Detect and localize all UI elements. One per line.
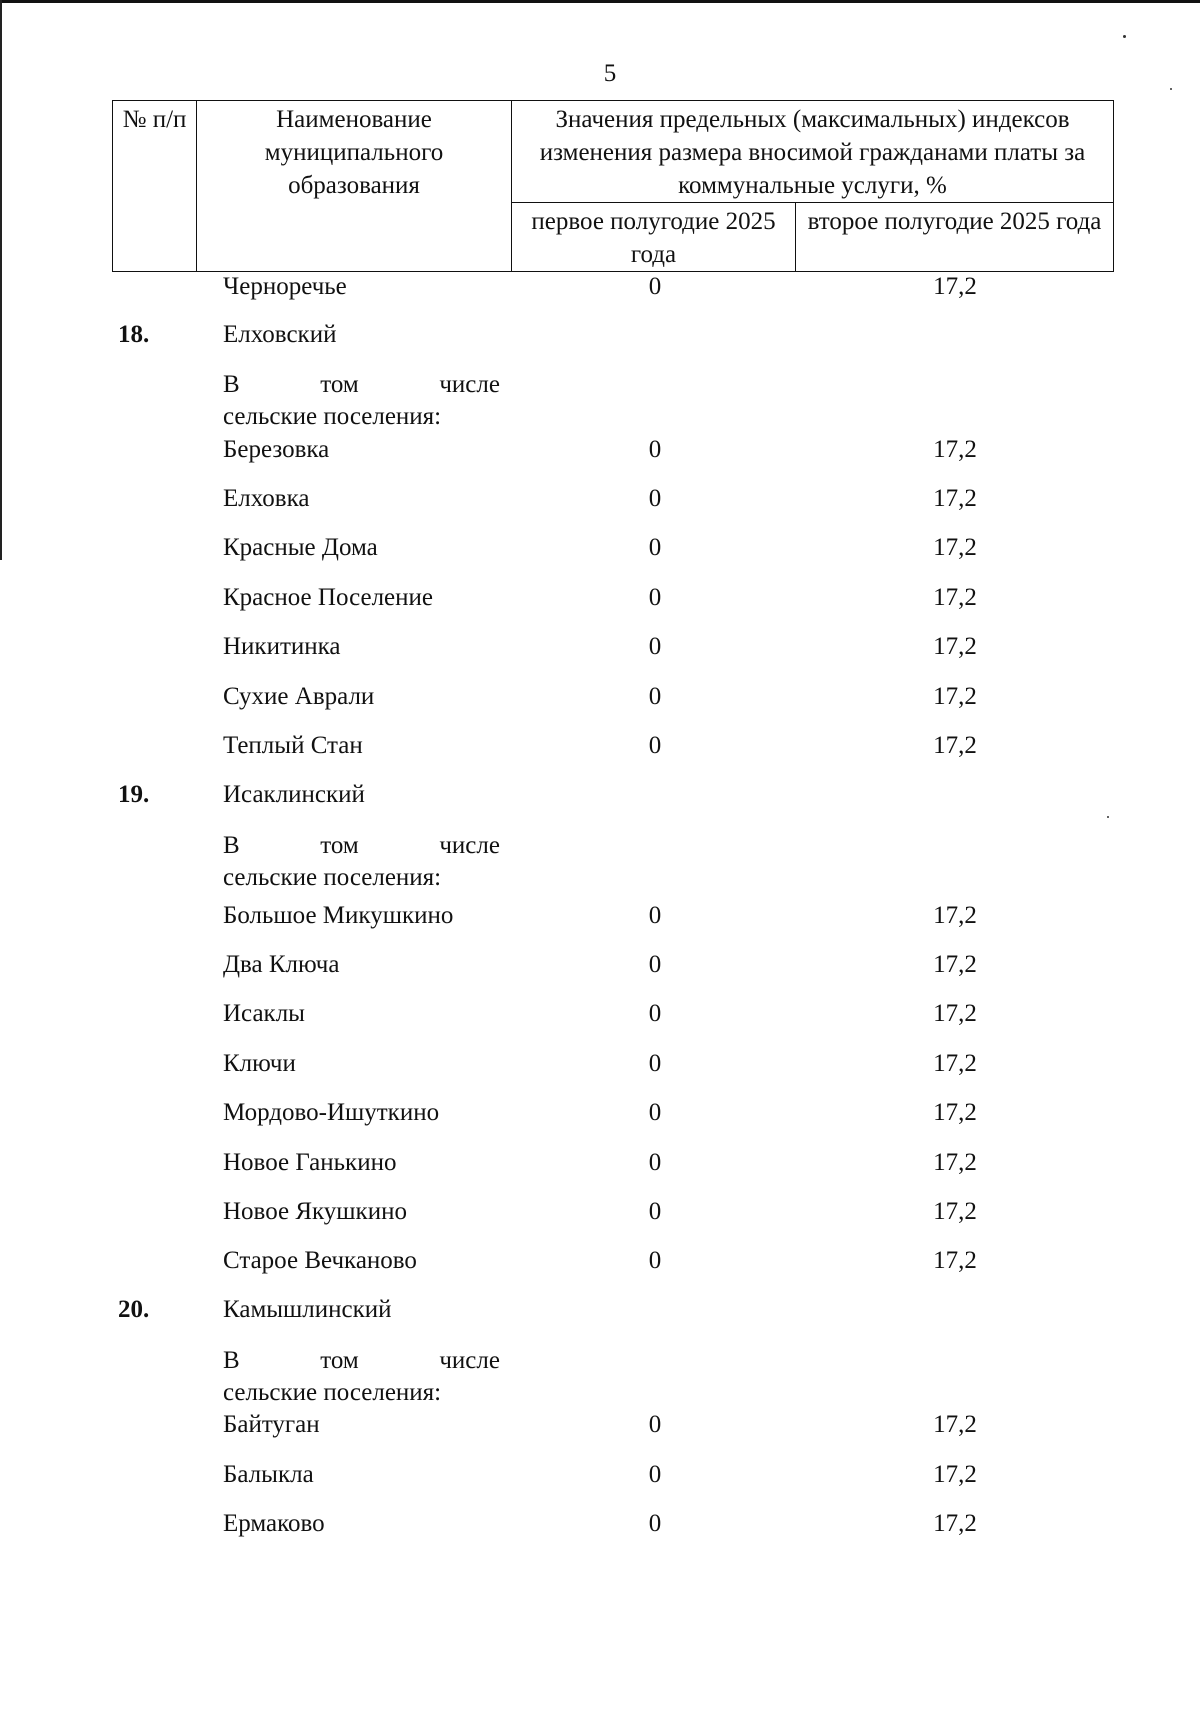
settlement-name: Теплый Стан xyxy=(223,732,363,759)
settlement-name: Байтуган xyxy=(223,1411,320,1438)
settlement-name: Березовка xyxy=(223,436,330,463)
second-half-value: 17,2 xyxy=(933,1510,977,1537)
first-half-value: 0 xyxy=(648,273,662,300)
second-half-value: 17,2 xyxy=(933,584,977,611)
district-row xyxy=(0,318,1200,352)
district-row xyxy=(0,778,1200,812)
second-half-value: 17,2 xyxy=(933,1149,977,1176)
second-half-value: 17,2 xyxy=(933,902,977,929)
second-half-value: 17,2 xyxy=(933,534,977,561)
settlement-name: Исаклы xyxy=(223,1000,305,1027)
table-row xyxy=(0,1047,1200,1081)
table-row xyxy=(0,1096,1200,1130)
scan-speck xyxy=(1170,88,1172,90)
district-number: 20. xyxy=(118,1296,150,1323)
table-row xyxy=(0,270,1200,304)
table-row xyxy=(0,433,1200,467)
page-number: 5 xyxy=(603,60,617,87)
settlement-name: Новое Ганькино xyxy=(223,1149,397,1176)
including-caption xyxy=(223,1345,500,1409)
district-number: 18. xyxy=(118,321,150,348)
header-name-cell: Наименование муниципального образования xyxy=(197,101,512,272)
table-header xyxy=(112,100,1114,272)
second-half-value: 17,2 xyxy=(933,633,977,660)
table-row xyxy=(0,948,1200,982)
district-number: 19. xyxy=(118,781,150,808)
district-name: Исаклинский xyxy=(223,781,365,808)
first-half-value: 0 xyxy=(648,584,662,611)
including-word-3: числе xyxy=(439,832,500,859)
table-row xyxy=(0,482,1200,516)
settlement-name: Сухие Аврали xyxy=(223,683,375,710)
top-border-line xyxy=(0,0,1200,3)
first-half-value: 0 xyxy=(648,902,662,929)
second-half-value: 17,2 xyxy=(933,683,977,710)
including-line-2: сельские поселения: xyxy=(223,403,442,430)
including-word-1: В xyxy=(223,832,240,859)
second-half-value: 17,2 xyxy=(933,1247,977,1274)
table-row xyxy=(0,899,1200,933)
district-name: Камышлинский xyxy=(223,1296,392,1323)
first-half-value: 0 xyxy=(648,1050,662,1077)
second-half-value: 17,2 xyxy=(933,273,977,300)
settlement-name: Красное Поселение xyxy=(223,584,433,611)
first-half-value: 0 xyxy=(648,1149,662,1176)
table-row xyxy=(0,1458,1200,1492)
including-word-2: том xyxy=(320,371,359,398)
second-half-value: 17,2 xyxy=(933,1198,977,1225)
second-half-value: 17,2 xyxy=(933,732,977,759)
table-row xyxy=(0,729,1200,763)
first-half-value: 0 xyxy=(648,732,662,759)
settlement-name: Ермаково xyxy=(223,1510,325,1537)
including-word-3: числе xyxy=(439,1347,500,1374)
including-word-1: В xyxy=(223,371,240,398)
second-half-value: 17,2 xyxy=(933,1000,977,1027)
settlement-name: Никитинка xyxy=(223,633,341,660)
district-name: Елховский xyxy=(223,321,337,348)
header-second-half-cell: второе полугодие 2025 года xyxy=(796,203,1114,272)
including-line-2: сельские поселения: xyxy=(223,864,442,891)
table-row xyxy=(0,630,1200,664)
scan-speck xyxy=(1123,35,1126,38)
including-word-2: том xyxy=(320,832,359,859)
first-half-value: 0 xyxy=(648,1247,662,1274)
table-row xyxy=(0,1195,1200,1229)
settlement-name: Два Ключа xyxy=(223,951,340,978)
table-row xyxy=(0,1244,1200,1278)
second-half-value: 17,2 xyxy=(933,436,977,463)
including-caption xyxy=(223,369,500,433)
second-half-value: 17,2 xyxy=(933,951,977,978)
settlement-name: Черноречье xyxy=(223,273,347,300)
first-half-value: 0 xyxy=(648,683,662,710)
second-half-value: 17,2 xyxy=(933,1461,977,1488)
first-half-value: 0 xyxy=(648,633,662,660)
header-values-cell: Значения предельных (максимальных) индексов изменения размера вносимой гражданами платы за коммунальные услуги, % xyxy=(512,101,1114,203)
settlement-name: Большое Микушкино xyxy=(223,902,454,929)
table-row xyxy=(0,997,1200,1031)
first-half-value: 0 xyxy=(648,1099,662,1126)
table-row xyxy=(0,531,1200,565)
first-half-value: 0 xyxy=(648,951,662,978)
settlement-name: Новое Якушкино xyxy=(223,1198,407,1225)
settlement-name: Ключи xyxy=(223,1050,296,1077)
header-number-cell: № п/п xyxy=(113,101,197,272)
settlement-name: Красные Дома xyxy=(223,534,378,561)
including-word-3: числе xyxy=(439,371,500,398)
table-row xyxy=(0,581,1200,615)
including-caption xyxy=(223,830,500,894)
table-row xyxy=(0,1146,1200,1180)
including-word-1: В xyxy=(223,1347,240,1374)
including-line-2: сельские поселения: xyxy=(223,1379,442,1406)
second-half-value: 17,2 xyxy=(933,485,977,512)
table-row xyxy=(0,1408,1200,1442)
first-half-value: 0 xyxy=(648,534,662,561)
second-half-value: 17,2 xyxy=(933,1099,977,1126)
header-first-half-cell: первое полугодие 2025 года xyxy=(512,203,796,272)
first-half-value: 0 xyxy=(648,1461,662,1488)
settlement-name: Балыкла xyxy=(223,1461,314,1488)
district-row xyxy=(0,1293,1200,1327)
first-half-value: 0 xyxy=(648,1411,662,1438)
including-word-2: том xyxy=(320,1347,359,1374)
first-half-value: 0 xyxy=(648,1198,662,1225)
first-half-value: 0 xyxy=(648,436,662,463)
first-half-value: 0 xyxy=(648,1000,662,1027)
table-row xyxy=(0,680,1200,714)
scan-speck xyxy=(1107,816,1109,818)
settlement-name: Елховка xyxy=(223,485,310,512)
first-half-value: 0 xyxy=(648,1510,662,1537)
table-row xyxy=(0,1507,1200,1541)
first-half-value: 0 xyxy=(648,485,662,512)
second-half-value: 17,2 xyxy=(933,1050,977,1077)
second-half-value: 17,2 xyxy=(933,1411,977,1438)
settlement-name: Старое Вечканово xyxy=(223,1247,417,1274)
settlement-name: Мордово-Ишуткино xyxy=(223,1099,440,1126)
